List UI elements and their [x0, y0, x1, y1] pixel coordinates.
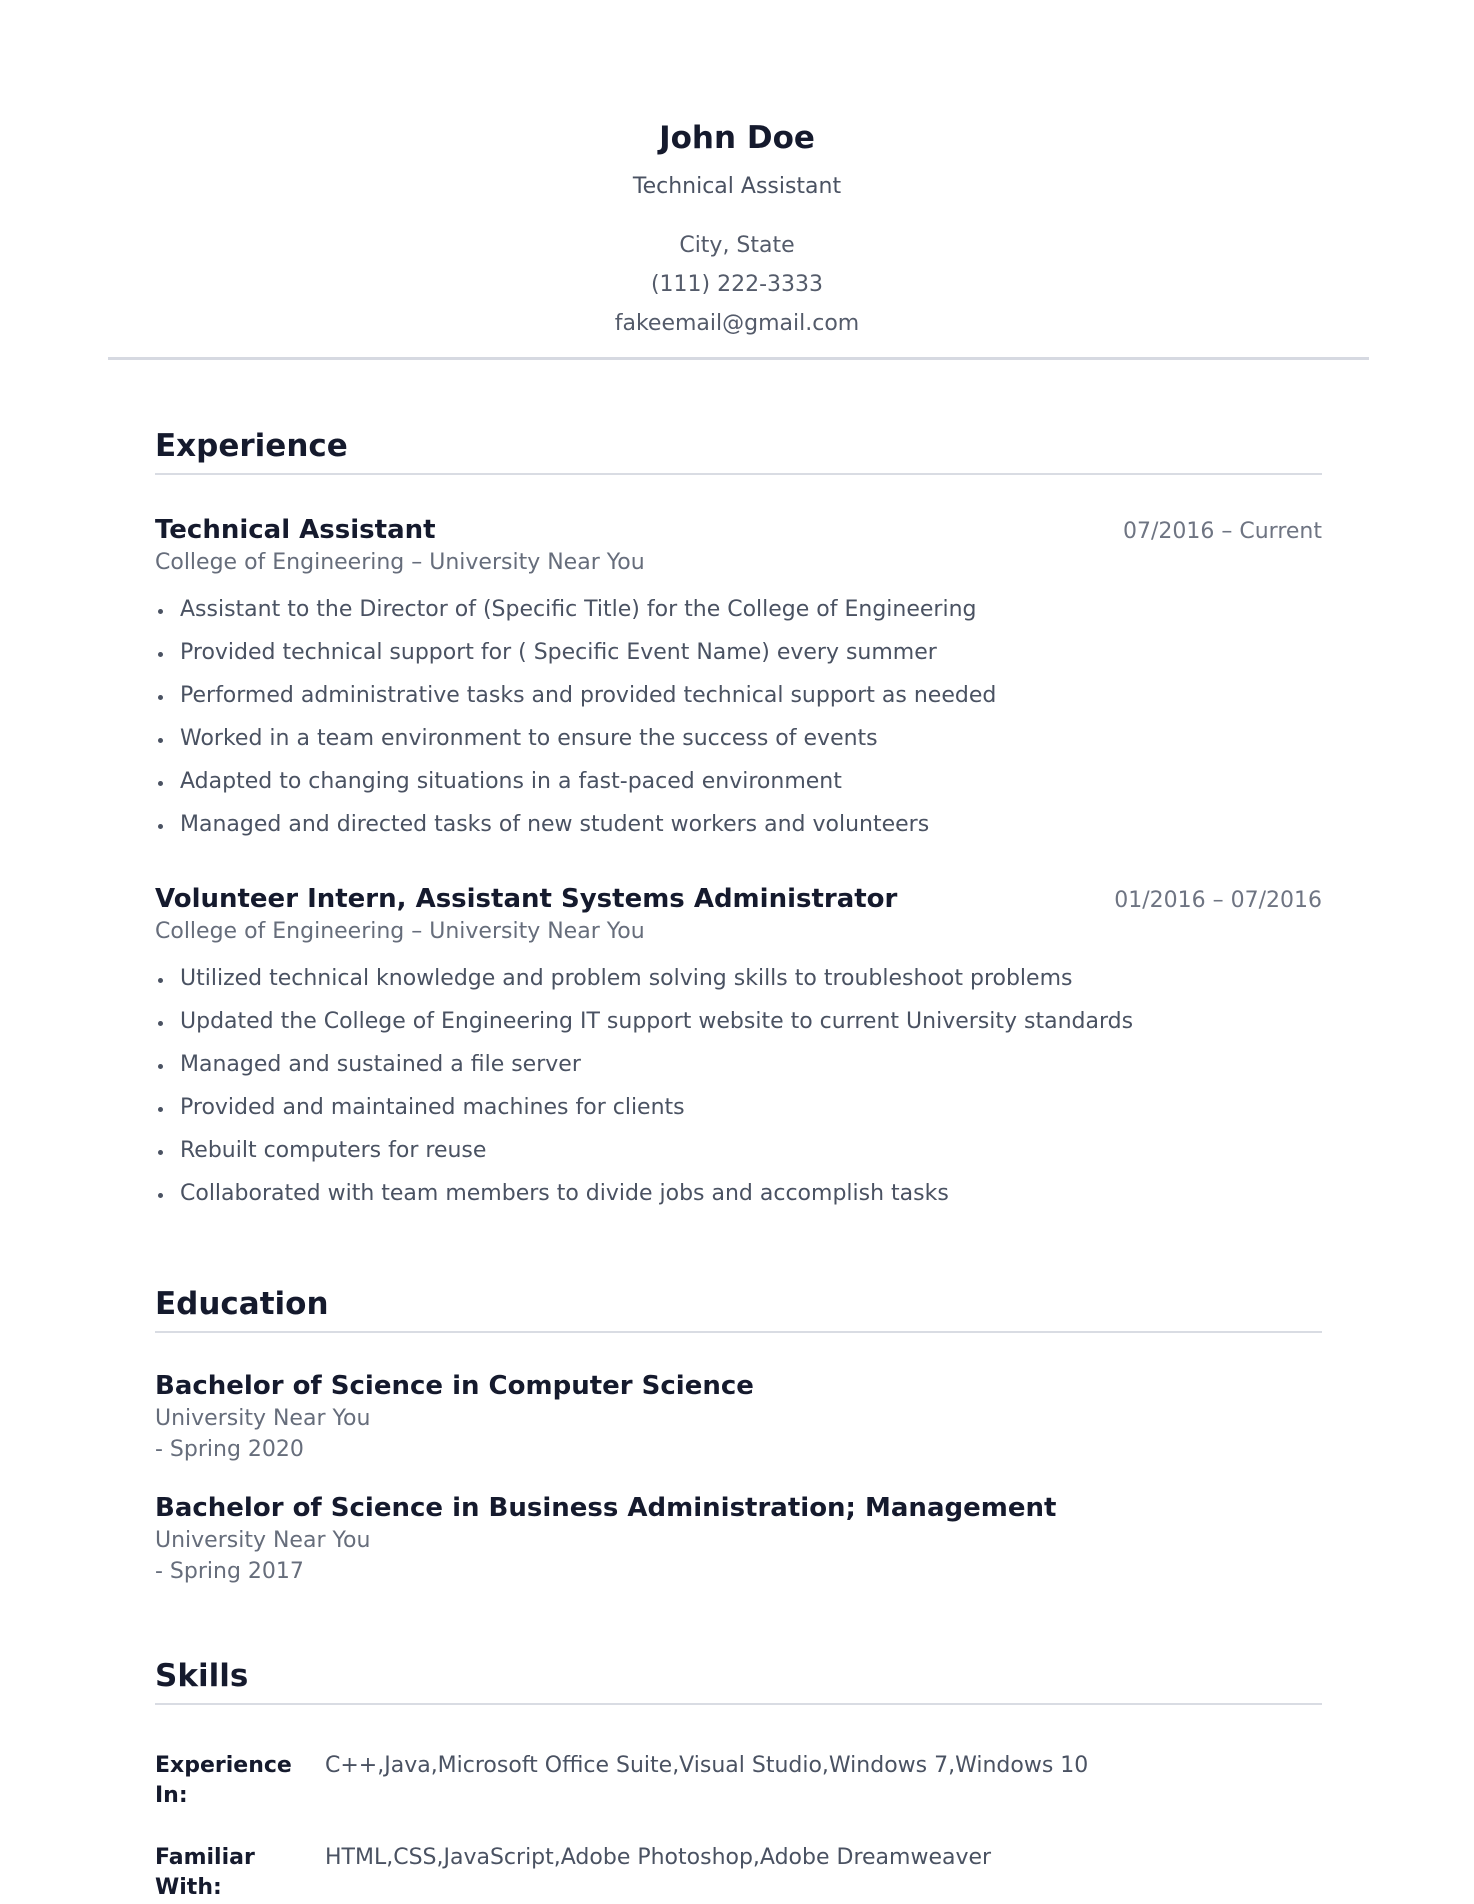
school-name: University Near You — [155, 1406, 371, 1431]
bullet-item: Worked in a team environment to ensure the success of events — [155, 717, 1322, 760]
graduation-date: - Spring 2017 — [155, 1559, 304, 1584]
bullet-item: Utilized technical knowledge and problem solving skills to troubleshoot problems — [155, 957, 1322, 1000]
graduation-date: - Spring 2020 — [155, 1437, 304, 1462]
job-bullets — [155, 957, 1322, 1215]
resume-header — [0, 0, 1474, 343]
skills-row — [155, 1751, 1322, 1811]
job-organization: College of Engineering – University Near You — [155, 550, 645, 575]
bullet-item: Rebuilt computers for reuse — [155, 1129, 1322, 1172]
degree-title: Bachelor of Science in Computer Science — [155, 1371, 754, 1401]
job-dates: 07/2016 – Current — [1122, 519, 1322, 544]
education-section — [155, 1283, 1322, 1587]
resume-content — [155, 425, 1322, 1903]
skills-row — [155, 1843, 1322, 1903]
bullet-item: Adapted to changing situations in a fast-paced environment — [155, 760, 1322, 803]
bullet-item: Collaborated with team members to divide jobs and accomplish tasks — [155, 1172, 1322, 1215]
bullet-item: Updated the College of Engineering IT support website to current University standards — [155, 1000, 1322, 1043]
job-bullets — [155, 588, 1322, 846]
skills-heading: Skills — [155, 1655, 1322, 1705]
job-header — [155, 882, 1322, 916]
education-heading: Education — [155, 1283, 1322, 1333]
job-entry — [155, 882, 1322, 1215]
job-organization: College of Engineering – University Near You — [155, 919, 645, 944]
skills-label: Experience In: — [155, 1753, 292, 1808]
skills-value: C++,Java,Microsoft Office Suite,Visual Studio,Windows 7,Windows 10 — [325, 1753, 1089, 1778]
skills-value: HTML,CSS,JavaScript,Adobe Photoshop,Adobe Dreamweaver — [325, 1845, 992, 1870]
email-text: fakeemail@gmail.com — [614, 311, 860, 336]
experience-section — [155, 425, 1322, 1215]
bullet-item: Provided and maintained machines for clients — [155, 1086, 1322, 1129]
job-header — [155, 513, 1322, 547]
phone-text: (111) 222-3333 — [650, 272, 824, 297]
job-entry — [155, 513, 1322, 846]
bullet-item: Assistant to the Director of (Specific Title) for the College of Engineering — [155, 588, 1322, 631]
header-divider — [108, 357, 1369, 360]
candidate-title: Technical Assistant — [632, 174, 842, 199]
contact-info — [0, 226, 1474, 343]
bullet-item: Performed administrative tasks and provided technical support as needed — [155, 674, 1322, 717]
school-name: University Near You — [155, 1528, 371, 1553]
job-dates: 01/2016 – 07/2016 — [1114, 888, 1322, 913]
skills-label: Familiar With: — [155, 1845, 255, 1900]
bullet-item: Managed and sustained a file server — [155, 1043, 1322, 1086]
degree-title: Bachelor of Science in Business Administration; Management — [155, 1493, 1057, 1523]
candidate-name: John Doe — [659, 120, 815, 156]
job-title: Technical Assistant — [155, 515, 436, 545]
education-entry — [155, 1369, 1322, 1465]
bullet-item: Managed and directed tasks of new student workers and volunteers — [155, 803, 1322, 846]
education-entry — [155, 1491, 1322, 1587]
bullet-item: Provided technical support for ( Specific Event Name) every summer — [155, 631, 1322, 674]
skills-section — [155, 1655, 1322, 1903]
experience-heading: Experience — [155, 425, 1322, 475]
job-title: Volunteer Intern, Assistant Systems Administrator — [155, 884, 898, 914]
location-text: City, State — [679, 233, 795, 258]
